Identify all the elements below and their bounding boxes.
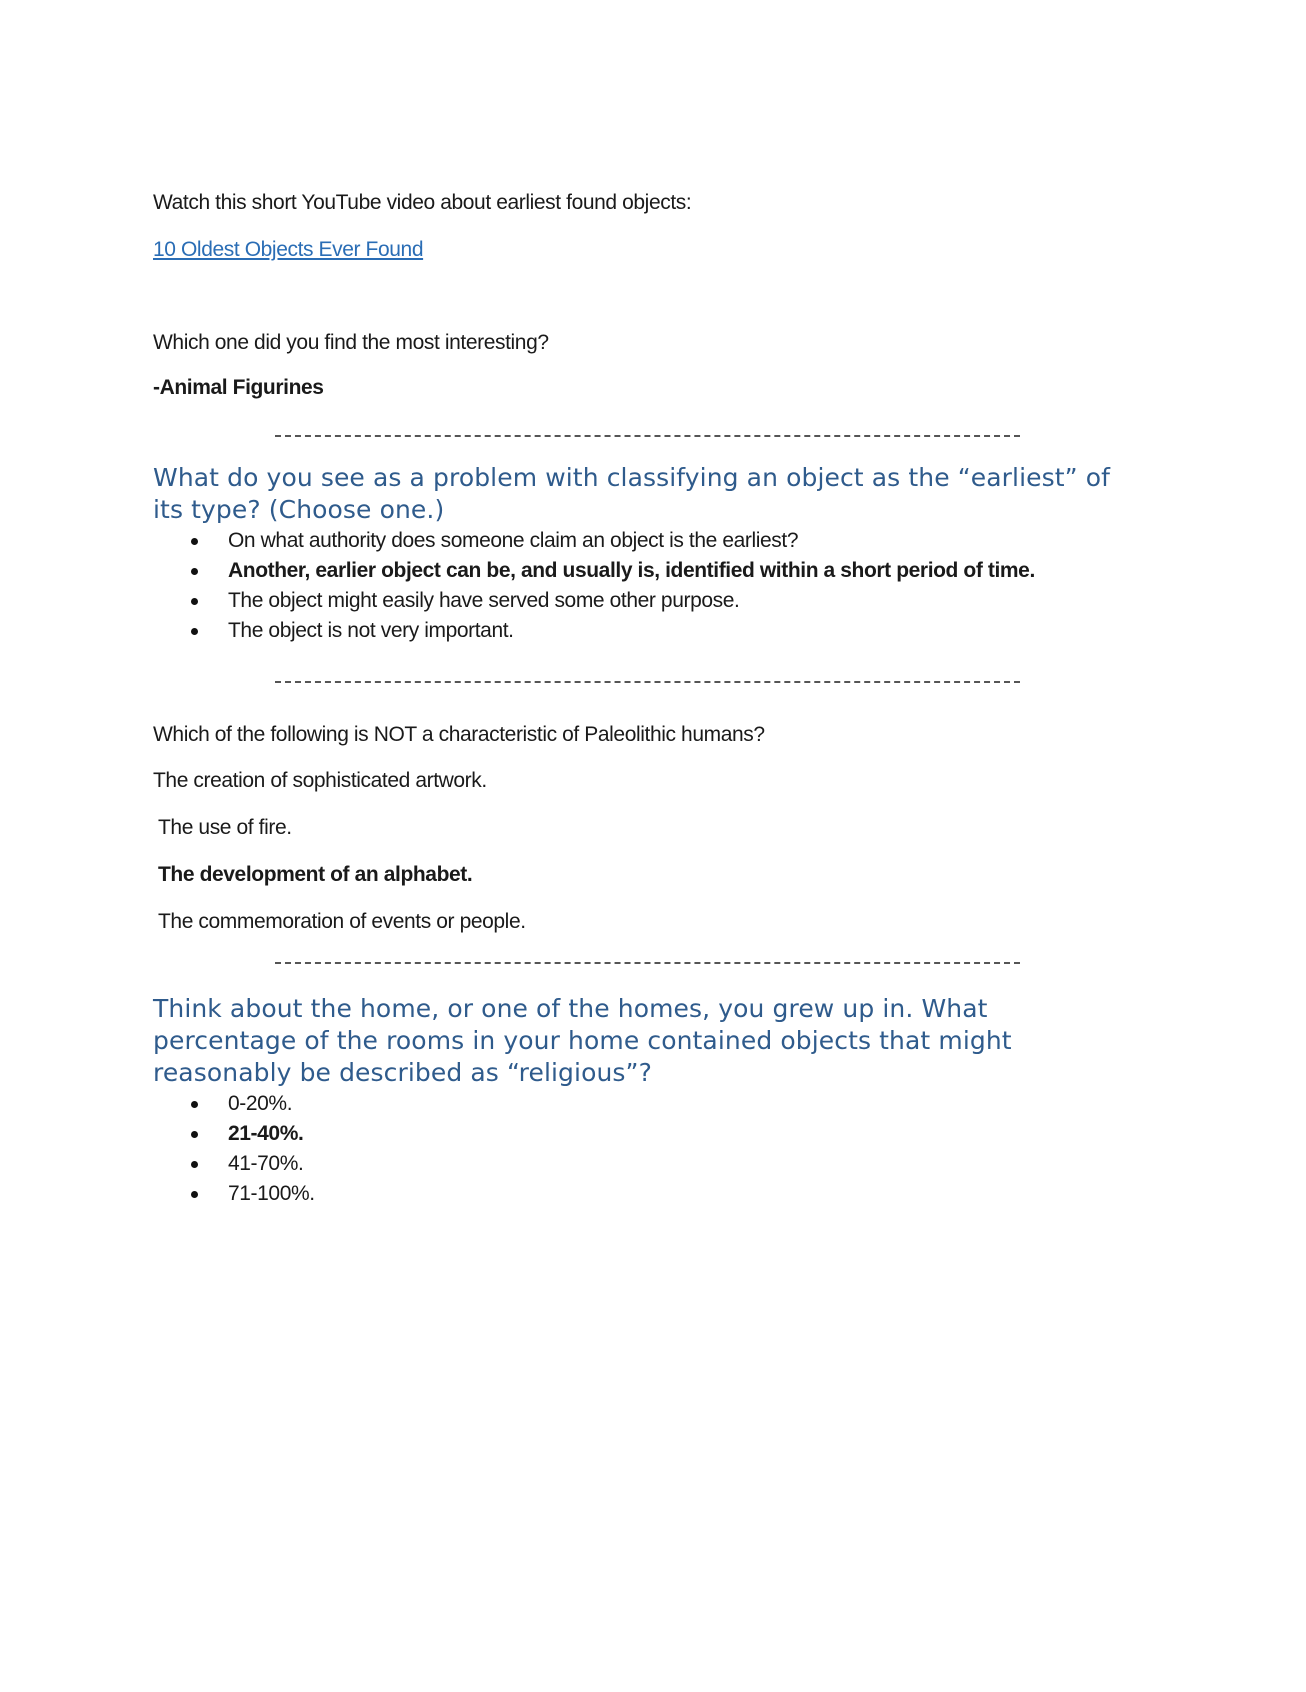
religious-option-4: 71-100%. xyxy=(153,1179,315,1209)
religious-options-list xyxy=(153,1089,315,1209)
paleolithic-option-1: The creation of sophisticated artwork. xyxy=(153,769,487,792)
religious-option-2-selected: 21-40%. xyxy=(153,1119,315,1149)
earliest-option-2-selected: Another, earlier object can be, and usually is, identified within a short period of time. xyxy=(153,556,1035,586)
separator-3 xyxy=(275,962,1020,964)
question-paleolithic: Which of the following is NOT a characteristic of Paleolithic humans? xyxy=(153,723,765,746)
answer-most-interesting: -Animal Figurines xyxy=(153,376,324,399)
paleolithic-option-2: The use of fire. xyxy=(158,816,292,839)
paleolithic-option-4: The commemoration of events or people. xyxy=(158,910,526,933)
paleolithic-option-3-selected: The development of an alphabet. xyxy=(158,863,473,886)
question-heading-religious: Think about the home, or one of the homes, you grew up in. What percentage of the rooms in your home contained objects that might reasonably be described as “religious”? xyxy=(153,994,1012,1087)
earliest-option-1: On what authority does someone claim an object is the earliest? xyxy=(153,526,1035,556)
separator-1 xyxy=(275,435,1020,437)
earliest-option-4: The object is not very important. xyxy=(153,616,1035,646)
religious-option-1: 0-20%. xyxy=(153,1089,315,1119)
question-heading-earliest: What do you see as a problem with classifying an object as the “earliest” of its type? (Choose one.) xyxy=(153,463,1111,524)
religious-option-3: 41-70%. xyxy=(153,1149,315,1179)
earliest-options-list xyxy=(153,526,1035,646)
earliest-option-3: The object might easily have served some other purpose. xyxy=(153,586,1035,616)
intro-text: Watch this short YouTube video about earliest found objects: xyxy=(153,191,692,214)
video-link[interactable]: 10 Oldest Objects Ever Found xyxy=(153,238,424,261)
question-most-interesting: Which one did you find the most interesting? xyxy=(153,331,549,354)
separator-2 xyxy=(275,681,1020,683)
